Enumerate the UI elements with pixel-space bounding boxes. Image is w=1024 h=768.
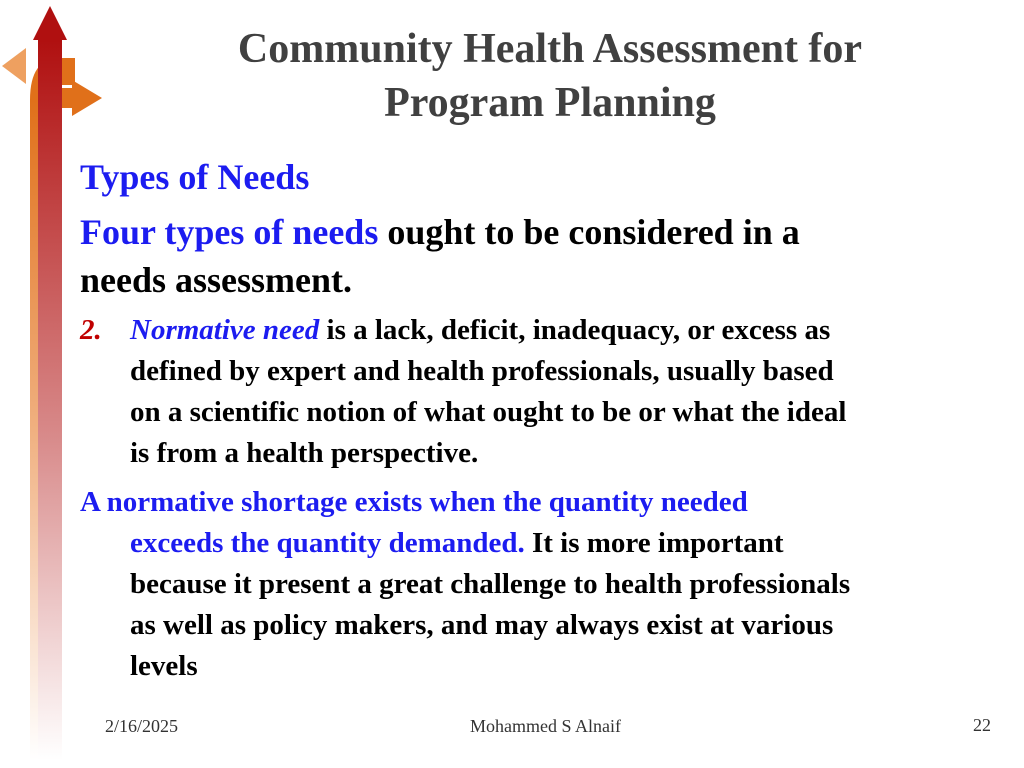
slide-title <box>150 22 950 130</box>
item-line-3: on a scientific notion of what ought to be or what the ideal <box>130 396 847 428</box>
list-item-normative-need <box>80 310 1000 474</box>
orange-arrow-left-head <box>2 48 26 84</box>
para-line-1: A normative shortage exists when the quantity needed <box>80 486 748 518</box>
para-line-5: levels <box>130 650 198 682</box>
slide-body <box>80 150 1000 687</box>
page-number: 22 <box>973 715 991 735</box>
orange-arrow-right-head <box>72 80 102 116</box>
para-line-4: as well as policy makers, and may always exist at various <box>130 609 834 641</box>
footer-author: Mohammed S Alnaif <box>470 716 621 736</box>
para-line-2-black: It is more important <box>524 527 784 559</box>
red-arrow-up-head <box>33 6 67 40</box>
intro-highlight: Four types of needs <box>80 212 379 252</box>
intro-line-2: needs assessment. <box>80 260 353 300</box>
para-line-2-blue: exceeds the quantity demanded. <box>130 527 525 559</box>
red-arrow-shaft <box>38 40 62 760</box>
normative-shortage-paragraph <box>80 482 1000 687</box>
footer-date: 2/16/2025 <box>105 716 179 736</box>
item-line-4: is from a health perspective. <box>130 437 479 469</box>
item-line-1: is a lack, deficit, inadequacy, or excess as <box>319 314 831 346</box>
item-line-2: defined by expert and health professionals, usually based <box>130 355 834 387</box>
section-heading: Types of Needs <box>80 157 310 197</box>
para-line-3: because it present a great challenge to health professionals <box>130 568 851 600</box>
title-line-1: Community Health Assessment for <box>237 26 863 72</box>
title-line-2: Program Planning <box>384 80 716 126</box>
list-number: 2. <box>80 314 102 346</box>
term-normative-need: Normative need <box>130 314 320 346</box>
intro-paragraph <box>80 208 1000 304</box>
intro-rest: ought to be considered in a <box>378 212 800 252</box>
